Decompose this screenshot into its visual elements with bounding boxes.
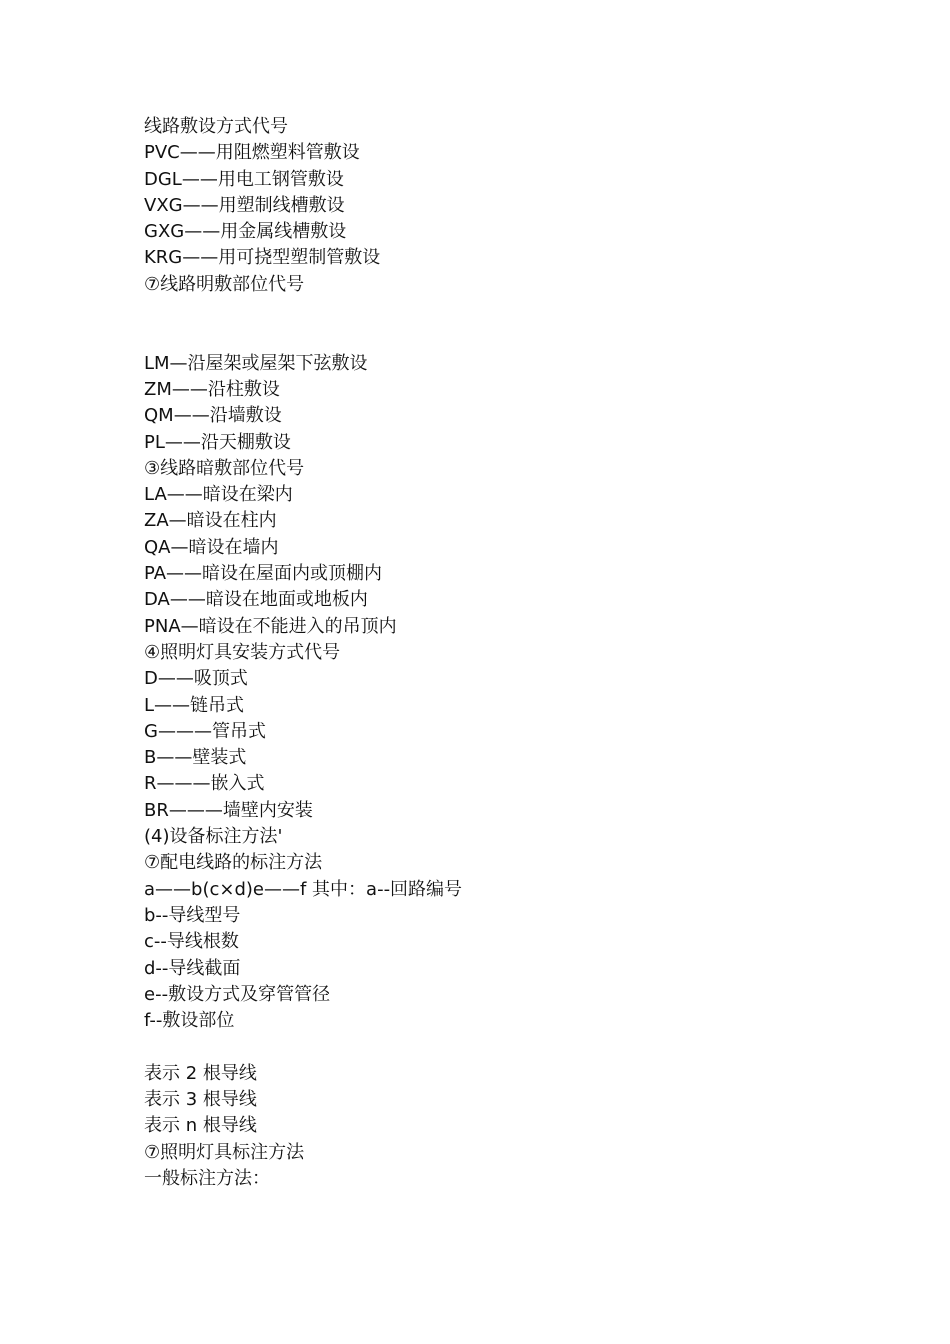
text-line: ⑦配电线路的标注方法 [144,852,323,874]
text-line: (4)设备标注方法' [144,826,283,848]
text-line: d--导线截面 [144,957,241,979]
blank-line [144,298,904,324]
text-line: B——壁装式 [144,747,247,769]
text-line: LA——暗设在梁内 [144,484,293,506]
text-line: DGL——用电工钢管敷设 [144,168,344,190]
text-line: PVC——用阻燃塑料管敷设 [144,142,360,164]
text-line: c--导线根数 [144,931,239,953]
text-line: GXG——用金属线槽敷设 [144,221,347,243]
document-body [144,114,904,1192]
text-line: 表示 3 根导线 [144,1088,257,1110]
text-line: QA—暗设在墙内 [144,536,279,558]
blank-line [144,324,904,350]
text-line: PA——暗设在屋面内或顶棚内 [144,563,383,585]
blank-line [144,1034,904,1060]
text-line: ⑦照明灯具标注方法 [144,1141,305,1163]
text-line: D——吸顶式 [144,668,248,690]
text-line: DA——暗设在地面或地板内 [144,589,368,611]
text-line: a——b(c×d)e——f 其中：a--回路编号 [144,878,463,900]
text-line: LM—沿屋架或屋架下弦敷设 [144,352,368,374]
text-line: b--导线型号 [144,904,241,926]
text-line: PNA—暗设在不能进入的吊顶内 [144,615,397,637]
text-line: 表示 n 根导线 [144,1115,257,1137]
text-line: ZM——沿柱敷设 [144,378,280,400]
text-line: QM——沿墙敷设 [144,405,282,427]
text-line: ③线路暗敷部位代号 [144,457,305,479]
text-line: e--敷设方式及穿管管径 [144,983,331,1005]
text-line: BR———墙壁内安装 [144,799,313,821]
text-line: PL——沿天棚敷设 [144,431,291,453]
text-line: ④照明灯具安装方式代号 [144,641,341,663]
text-line: 一般标注方法： [144,1167,270,1189]
text-line: 线路敷设方式代号 [144,116,288,137]
text-line: G———管吊式 [144,720,266,742]
text-line: L——链吊式 [144,694,245,716]
text-line: ⑦线路明敷部位代号 [144,273,305,295]
text-line: KRG——用可挠型塑制管敷设 [144,247,381,269]
text-line: 表示 2 根导线 [144,1062,257,1084]
text-line: f--敷设部位 [144,1010,235,1032]
text-line: R———嵌入式 [144,773,265,795]
text-line: VXG——用塑制线槽敷设 [144,194,345,216]
text-line: ZA—暗设在柱内 [144,510,277,532]
